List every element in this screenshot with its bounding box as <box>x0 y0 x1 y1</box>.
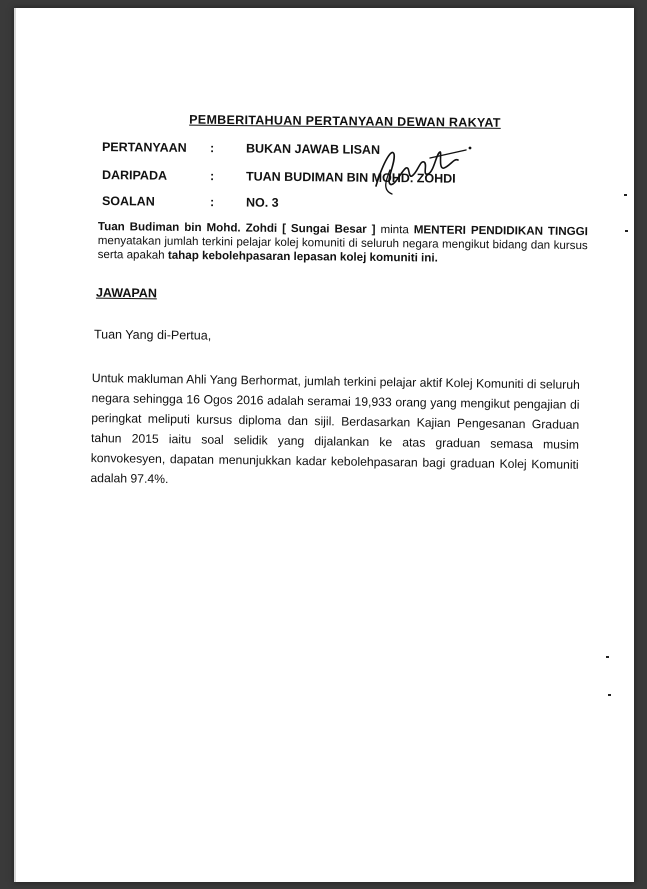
question-emphasis: tahap kebolehpasaran lepasan kolej komuniti ini. <box>167 248 438 265</box>
question-minister: MENTERI PENDIDIKAN TINGGI <box>413 223 588 239</box>
field-label: PERTANYAAN <box>101 140 187 155</box>
question-connector: minta <box>375 222 414 237</box>
scan-speck <box>608 694 611 696</box>
question-body: menyatakan jumlah terkini pelajar kolej komuniti di seluruh negara mengikut bidang dan kursus serta apakah <box>97 233 588 262</box>
answer-heading: JAWAPAN <box>95 285 157 301</box>
scan-speck <box>624 194 627 196</box>
field-value: TUAN BUDIMAN BIN MOHD. ZOHDI <box>245 169 456 186</box>
question-member: Tuan Budiman bin Mohd. Zohdi [ Sungai Besar ] <box>97 220 376 236</box>
salutation: Tuan Yang di-Pertua, <box>93 327 212 343</box>
field-colon: : <box>209 169 215 184</box>
signature-icon <box>370 140 480 200</box>
document-page <box>14 8 634 882</box>
field-soalan <box>102 194 279 210</box>
page-edge <box>14 8 16 882</box>
field-label: SOALAN <box>101 194 155 209</box>
field-value: BUKAN JAWAB LISAN <box>245 141 381 157</box>
field-colon: : <box>209 141 215 156</box>
field-colon: : <box>209 195 215 210</box>
field-label: DARIPADA <box>101 168 168 183</box>
field-pertanyaan <box>102 140 380 157</box>
document-heading: PEMBERITAHUAN PERTANYAAN DEWAN RAKYAT <box>189 112 501 130</box>
question-text <box>98 220 588 267</box>
scan-speck <box>625 230 628 232</box>
answer-paragraph: Untuk makluman Ahli Yang Berhormat, jumlah terkini pelajar aktif Kolej Komuniti di seluruh negara sehingga 16 Ogos 2016 adalah seramai 19,933 orang yang mengikut pengajian di peringkat meliputi kursus diploma dan sijil. Berdasarkan Kajian Pengesanan Graduan tahun 2015 iaitu soal selidik yang dijalankan ke atas graduan semasa musim konvokesyen, dapatan menunjukkan kadar kebolehpasaran bagi graduan Kolej Komuniti adalah 97.4%. <box>90 370 580 487</box>
field-value: NO. 3 <box>245 195 279 210</box>
scan-speck <box>606 656 609 658</box>
